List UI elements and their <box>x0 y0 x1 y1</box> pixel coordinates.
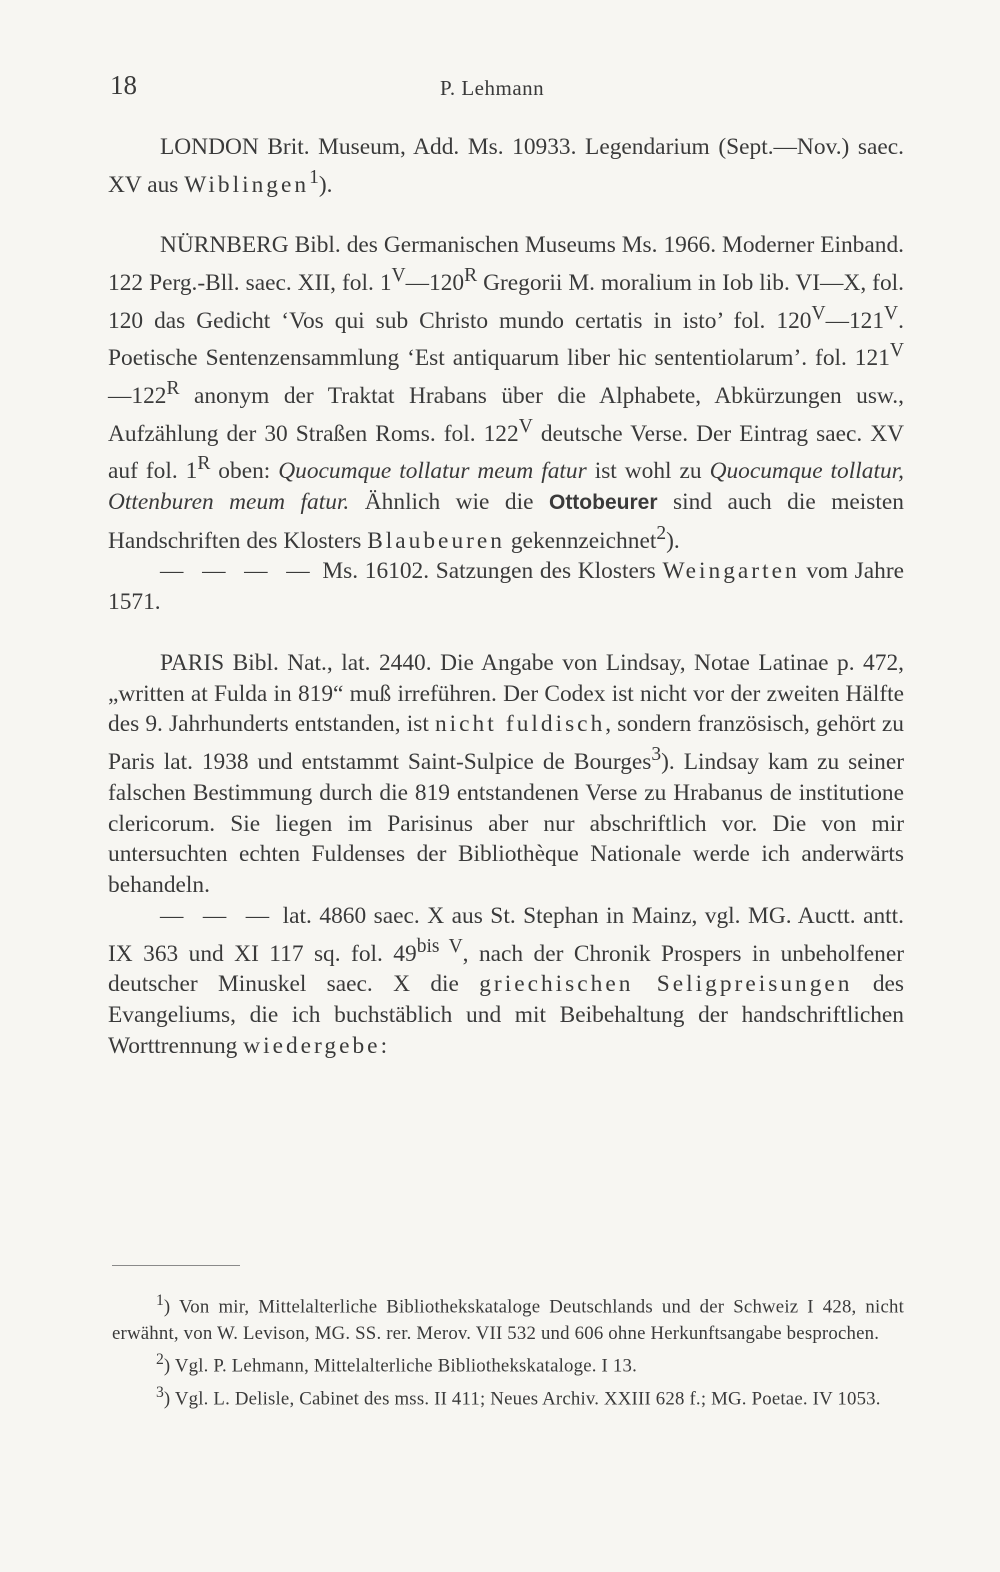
entry-nurnberg: NÜRNBERG Bibl. des Germanischen Museums Ms. 1966. Moderner Einband. 122 Perg.-Bll. saec. XII, fol. $1^V—120^R$ Gregorii M. moralium in Iob lib. VI—X, fol. 120 das Gedicht ‘Vos qui sub Christo mundo certatis in isto’ fol. $120^V—121^V$. Poetische Sentenzensammlung ‘Est antiquarum liber hic sententiolarum’. fol. $121^V—122^R$ anonym der Traktat Hrabans über die Alphabete, Abkürzungen usw., Aufzählung der 30 Straßen Roms. fol. $122^V$ deutsche Verse. Der Eintrag saec. XV auf fol. $1^R$ oben: Quocumque tollatur meum fatur ist wohl zu Quocumque tollatur, Ottenburen meum fatur. Ähnlich wie die Ottobeurer sind auch die meisten Handschriften des Klosters Blaubeuren gekennzeichnet$^2$). <box>108 232 905 554</box>
footnote: $^3$) Vgl. L. Delisle, Cabinet des mss. II 411; Neues Archiv. XXIII 628 f.; MG. Poetae. IV 1053. <box>156 1384 881 1410</box>
footnote-divider <box>112 1265 240 1266</box>
footnote: $^2$) Vgl. P. Lehmann, Mittelalterliche Bibliothekskataloge. I 13. <box>156 1351 637 1377</box>
footnote-ref: 3 <box>651 744 662 766</box>
entry-lead: PARIS <box>160 649 225 676</box>
page-number: 18 <box>110 70 137 100</box>
entry-paris-2: — — — lat. 4860 saec. X aus St. Stephan in Mainz, vgl. MG. Auctt. antt. IX 363 und XI 117 sq. fol. $49^{bis V}$, nach der Chronik Prospers in unbeholfener deutscher Minuskel saec. X die griechischen Seligpreisungen des Evangeliums, die ich buchstäblich und mit Beibehaltung der handschriftlichen Worttrennung wiedergebe: <box>108 902 904 1059</box>
entry-lead: LONDON <box>160 134 259 160</box>
entry-paris: PARIS Bibl. Nat., lat. 2440. Die Angabe von Lindsay, Notae Latinae p. 472, „written at Fulda in 819“ muß irreführen. Der Codex ist nicht vor der zweiten Hälfte des 9. Jahrhunderts entstanden, ist nicht fuldisch, sondern französisch, gehört zu Paris lat. 1938 und entstammt Saint-Sulpice de Bourges$^3$). Lindsay kam zu seiner falschen Bestimmung durch die 819 entstandenen Verse zu Hrabanus de institutione clericorum. Sie liegen im Parisinus aber nur abschriftlich vor. Die von mir untersuchten echten Fuldenses der Bibliothèque Nationale werde ich anderwärts behandeln. <box>108 649 904 899</box>
running-header <box>110 70 910 110</box>
footnote-ref: 2 <box>656 522 667 544</box>
footnote-ref: 1 <box>309 166 319 188</box>
entry-nurnberg-2: — — — — Ms. 16102. Satzungen des Klosters Weingarten vom Jahre 1571. <box>108 558 904 615</box>
footnote: $^1$) Von mir, Mittelalterliche Bibliothekskataloge Deutschlands und der Schweiz I 428, nicht erwähnt, von W. Levison, MG. SS. rer. Merov. VII 532 und 606 ohne Herkunftsangabe besprochen. <box>112 1292 904 1344</box>
running-head-author: P. Lehmann <box>440 76 545 100</box>
entry-lead: NÜRNBERG <box>160 232 289 259</box>
footnotes <box>112 1288 904 1413</box>
entry-london: LONDON Brit. Museum, Add. Ms. 10933. Legendarium (Sept.—Nov.) saec. XV aus Wiblingen$^1$). <box>108 134 904 198</box>
main-text <box>108 132 904 1062</box>
